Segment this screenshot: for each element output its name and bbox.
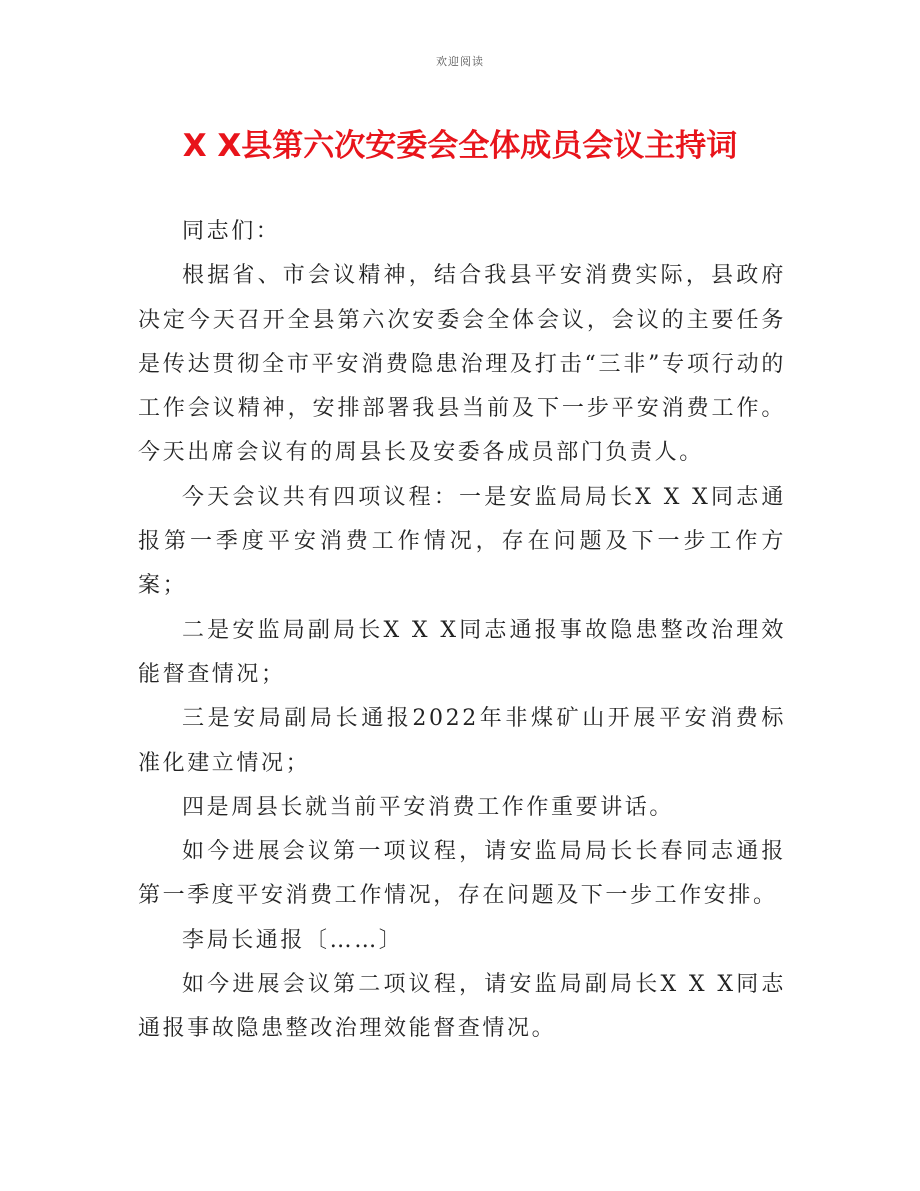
document-body — [138, 210, 786, 1052]
page-header: 欢迎阅读 — [436, 55, 484, 68]
body-paragraph: 如今进展会议第一项议程，请安监局局长长春同志通报第一季度平安消费工作情况，存在问题及下一步工作安排。 — [138, 839, 786, 909]
body-paragraph: 二是安监局副局长X X X同志通报事故隐患整改治理效能督查情况； — [138, 617, 786, 687]
body-paragraph: 四是周县长就当前平安消费工作作重要讲话。 — [182, 794, 675, 820]
body-paragraph: 根据省、市会议精神，结合我县平安消费实际，县政府决定今天召开全县第六次安委会全体会议，会议的主要任务是传达贯彻全市平安消费隐患治理及打击“三非”专项行动的工作会议精神，安排部署我县当前及下一步平安消费工作。今天出席会议有的周县长及安委各成员部门负责人。 — [138, 263, 786, 466]
body-paragraph: 如今进展会议第二项议程，请安监局副局长X X X同志通报事故隐患整改治理效能督查情况。 — [138, 972, 786, 1042]
body-paragraph: 李局长通报〔……〕 — [182, 927, 404, 953]
body-paragraph: 今天会议共有四项议程：一是安监局局长X X X同志通报第一季度平安消费工作情况，存在问题及下一步工作方案； — [138, 484, 786, 599]
document-title: X X县第六次安委会全体成员会议主持词 — [182, 128, 738, 164]
salutation-paragraph: 同志们： — [182, 219, 281, 244]
body-paragraph: 三是安局副局长通报2022年非煤矿山开展平安消费标准化建立情况； — [138, 706, 786, 776]
